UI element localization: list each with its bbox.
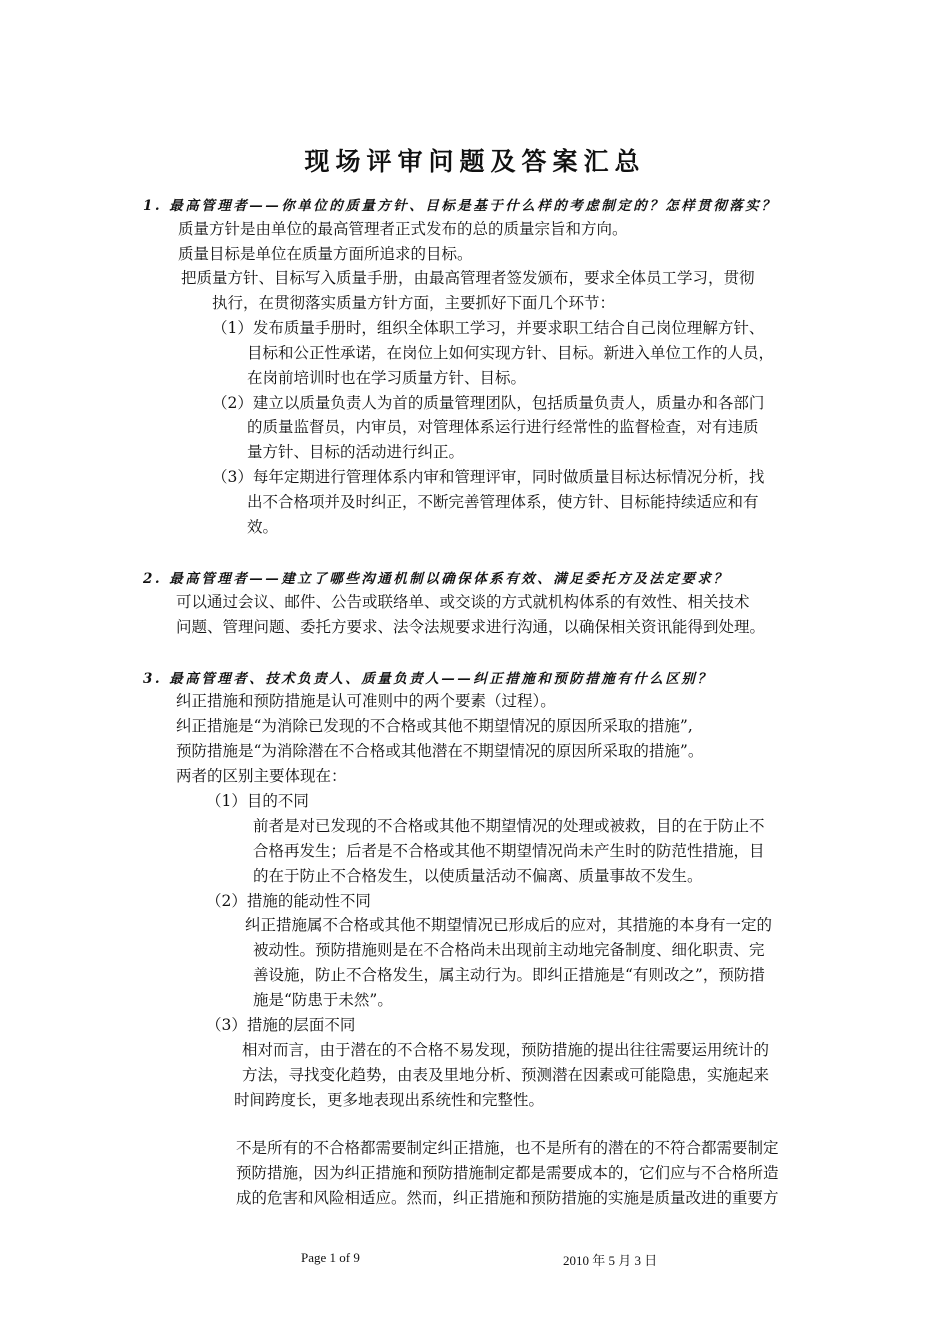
q3-line: 的在于防止不合格发生，以使质量活动不偏离、质量事故不发生。 [253,867,703,885]
q3-line: （1）目的不同 [206,792,309,810]
q3-line: 方法，寻找变化趋势，由表及里地分析、预测潜在因素或可能隐患，实施起来 [242,1066,770,1084]
q3-line: 纠正措施是“为消除已发现的不合格或其他不期望情况的原因所采取的措施”, [176,717,693,735]
q3-line: 合格再发生；后者是不合格或其他不期望情况尚未产生时的防范性措施，目 [253,842,765,860]
q3-line: 纠正措施属不合格或其他不期望情况已形成后的应对，其措施的本身有一定的 [245,916,773,934]
q1-line: 质量方针是由单位的最高管理者正式发布的总的质量宗旨和方向。 [178,220,628,238]
q1-line: 把质量方针、目标写入质量手册，由最高管理者签发颁布，要求全体员工学习，贯彻 [181,269,755,287]
q3-line: （2）措施的能动性不同 [206,892,371,910]
q3-line: 被动性。预防措施则是在不合格尚未出现前主动地完备制度、细化职责、完 [253,941,765,959]
q2-line: 问题、管理问题、委托方要求、法令法规要求进行沟通，以确保相关资讯能得到处理。 [176,618,766,636]
q2-line: 可以通过会议、邮件、公告或联络单、或交谈的方式就机构体系的有效性、相关技术 [176,593,750,611]
q1-line: （1）发布质量手册时，组织全体职工学习，并要求职工结合自己岗位理解方针、 [212,319,765,337]
q1-line: 质量目标是单位在质量方面所追求的目标。 [178,245,473,263]
q1-line: 执行，在贯彻落实质量方针方面，主要抓好下面几个环节： [212,294,616,312]
question-1: 1. 最高管理者——你单位的质量方针、目标是基于什么样的考虑制定的？怎样贯彻落实？ [143,198,778,214]
q1-line: （2）建立以质量负责人为首的质量管理团队，包括质量负责人，质量办和各部门 [212,394,765,412]
q3-line: 善设施，防止不合格发生，属主动行为。即纠正措施是“有则改之”，预防措 [253,966,765,984]
q3-line: 前者是对已发现的不合格或其他不期望情况的处理或被救，目的在于防止不 [253,817,765,835]
q3-line: 预防措施是“为消除潜在不合格或其他潜在不期望情况的原因所采取的措施”。 [176,742,704,760]
page-number: Page 1 of 9 [301,1250,360,1265]
q1-line: （3）每年定期进行管理体系内审和管理评审，同时做质量目标达标情况分析，找 [212,468,765,486]
q3-line: 不是所有的不合格都需要制定纠正措施，也不是所有的潜在的不符合都需要制定 [236,1139,779,1157]
question-2: 2. 最高管理者——建立了哪些沟通机制以确保体系有效、满足委托方及法定要求？ [143,571,730,587]
q3-line: 时间跨度长，更多地表现出系统性和完整性。 [234,1091,545,1109]
q3-line: 施是“防患于未然”。 [253,991,393,1009]
q1-line: 在岗前培训时也在学习质量方针、目标。 [247,369,527,387]
q3-line: 相对而言，由于潜在的不合格不易发现，预防措施的提出往往需要运用统计的 [242,1041,770,1059]
q3-line: 纠正措施和预防措施是认可准则中的两个要素（过程）。 [176,692,556,710]
q3-line: （3）措施的层面不同 [206,1016,356,1034]
q1-line: 效。 [247,518,279,536]
q3-line: 两者的区别主要体现在： [176,767,347,785]
q1-line: 出不合格项并及时纠正，不断完善管理体系，使方针、目标能持续适应和有 [247,493,759,511]
document-date: 2010 年 5 月 3 日 [563,1253,658,1268]
q1-line: 的质量监督员，内审员，对管理体系运行进行经常性的监督检查，对有违质 [247,418,759,436]
document-title: 现场评审问题及答案汇总 [304,147,646,176]
q1-line: 目标和公正性承诺，在岗位上如何实现方针、目标。新进入单位工作的人员， [247,344,775,362]
question-3: 3. 最高管理者、技术负责人、质量负责人——纠正措施和预防措施有什么区别？ [143,671,714,687]
q3-line: 成的危害和风险相适应。然而，纠正措施和预防措施的实施是质量改进的重要方 [236,1189,779,1207]
q3-line: 预防措施，因为纠正措施和预防措施制定都是需要成本的，它们应与不合格所造 [236,1164,779,1182]
q1-line: 量方针、目标的活动进行纠正。 [247,443,465,461]
